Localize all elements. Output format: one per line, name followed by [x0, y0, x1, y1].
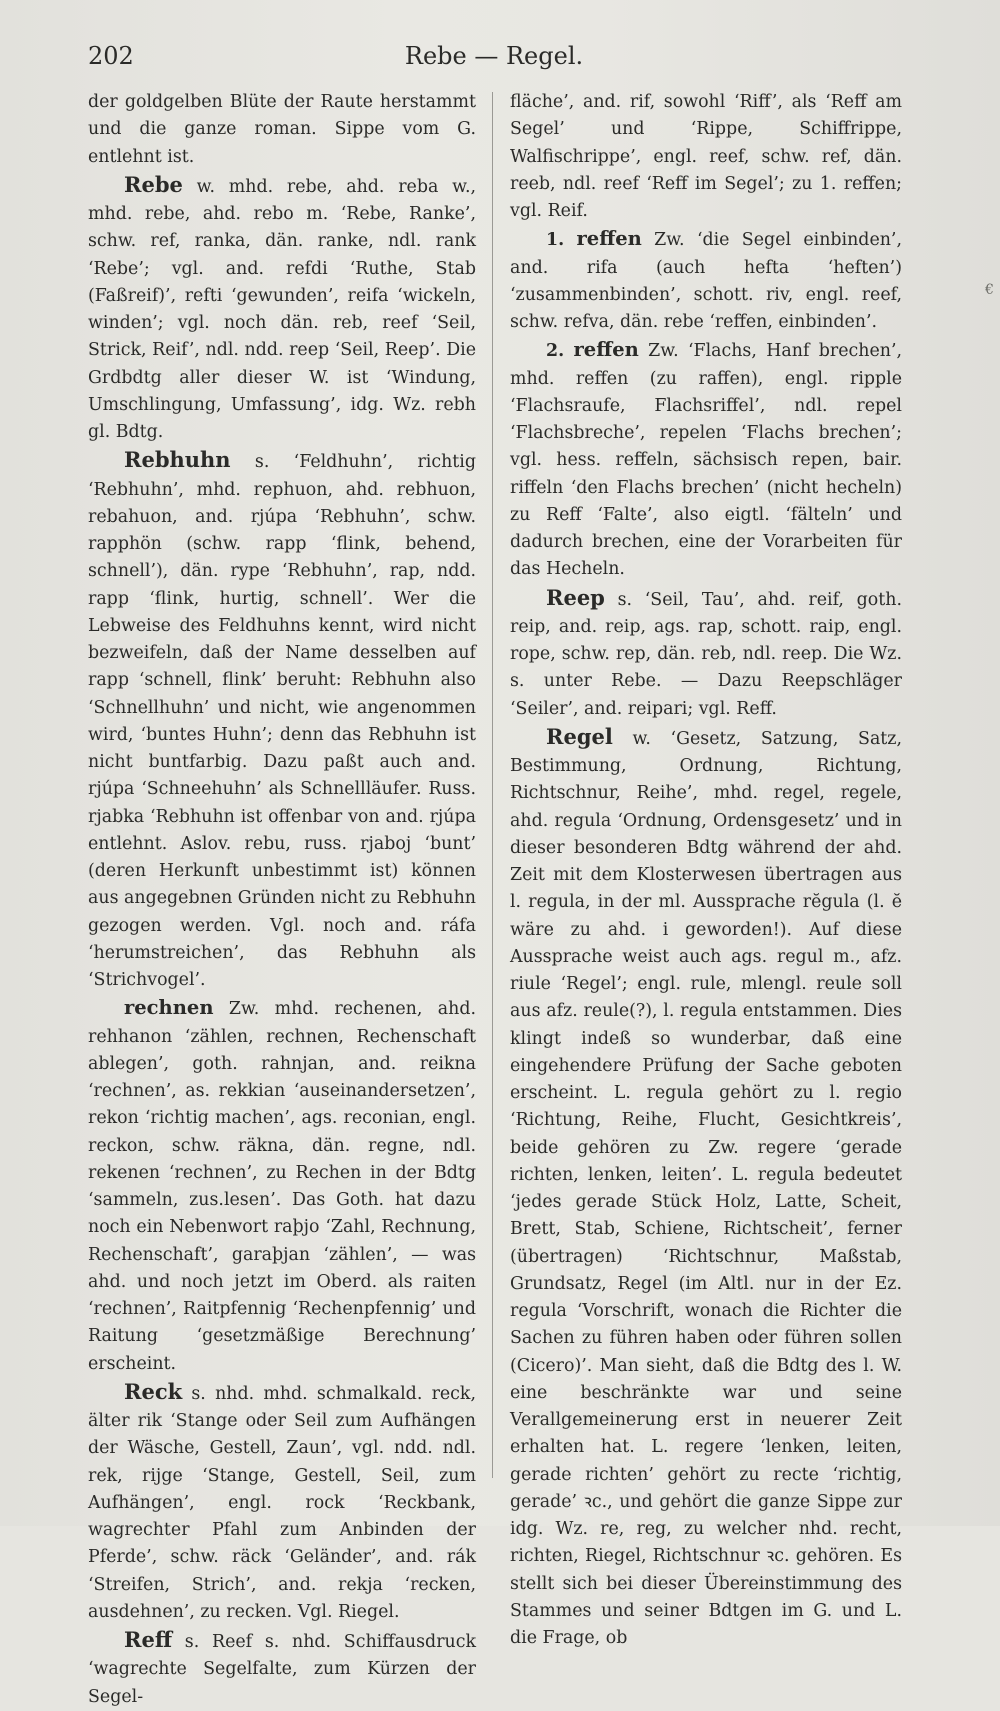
headword: Rebhuhn: [124, 447, 231, 473]
running-head: [88, 38, 900, 74]
entry-reffen-1: 1. reffen Zw. ‘die Segel einbinden’, and. rifa (auch hefta ‘heften’) ‘zusammenbinden’, schott. riv, engl. reef, schw. refva, dän. rebe ‘reffen, einbinden’.: [510, 227, 902, 332]
page-number: 202: [88, 42, 134, 70]
headword: reffen: [576, 227, 642, 251]
sense-number: 2.: [546, 341, 565, 362]
headword: Reck: [124, 1378, 183, 1404]
column-divider: [492, 92, 493, 1478]
entry-rechnen: rechnen Zw. mhd. rechenen, ahd. rehhanon ‘zählen, rechnen, Rechenschaft ablegen’, goth. rahnjan, and. reikna ‘rechnen’, as. rekkian ‘auseinandersetzen’, rekon ‘richtig machen’, ags. reconian, engl. reckon, schw. räkna, dän. regne, ndl. rekenen ‘rechnen’, zu Rechen in der Bdtg ‘sammeln, zus.lesen’. Das Goth. hat dazu noch ein Nebenwort raþjo ‘Zahl, Rechnung, Rechenschaft’, garaþjan ‘zählen’, — was ahd. und noch jetzt im Oberd. als raiten ‘rechnen’, Raitpfennig ‘Rechenpfennig’ und Raitung ‘gesetzmäßige Berechnung’ erscheint.: [88, 996, 476, 1374]
page-header-title: Rebe — Regel.: [404, 42, 584, 70]
entry-reck: Reck s. nhd. mhd. schmalkald. reck, älter rik ‘Stange oder Seil zum Aufhängen der Wäsche, Gestell, Zaun’, vgl. ndd. ndl. rek, rijge ‘Stange, Gestell, Seil, zum Aufhängen’, engl. rock ‘Reckbank, wagrechter Pfahl zum Anbinden der Pferde’, schw. räck ‘Geländer’, and. rák ‘Streifen, Strich’, and. rekja ‘recken, ausdehnen’, zu recken. Vgl. Riegel.: [88, 1378, 476, 1622]
entry-regel: Regel w. ‘Gesetz, Satzung, Satz, Bestimmung, Ordnung, Richtung, Richtschnur, Reihe’, mhd. regel, regele, ahd. regula ‘Ordnung, Ordensgesetz’ und in dieser besonderen Bdtg während der ahd. Zeit mit dem Klosterwesen übertragen aus l. regula, in der ml. Aussprache rĕgula (l. ĕ wäre zu ahd. i geworden!). Auf diese Aussprache weist auch ags. regul m., afz. riule ‘Regel’; engl. rule, mlengl. reule soll aus afz. reule(?), l. regula entstammen. Dies klingt indeß so wunderbar, daß eine eingehendere Prüfung der Sache geboten erscheint. L. regula gehört zu l. regio ‘Richtung, Reihe, Flucht, Gesichtkreis’, beide gehören zu Zw. regere ‘gerade richten, lenken, leiten’. L. regula bedeutet ‘jedes gerade Stück Holz, Latte, Scheit, Brett, Stab, Schiene, Richtscheit’, ferner (übertragen) ‘Richtschnur, Maßstab, Grundsatz, Regel (im Altl. nur in der Ez. regula ‘Vorschrift, wonach die Richter die Sachen zu führen haben oder führen sollen (Cicero)’. Man sieht, daß die Bdtg des l. W. eine beschränkte war und seine Verallgemeinerung erst in neuerer Zeit erhalten hat. L. regere ‘lenken, leiten, gerade richten’ gehört zu recte ‘richtig, gerade’ ꝛc., und gehört die ganze Sippe zur idg. Wz. re, reg, zu welcher nhd. recht, richten, Riegel, Richtschnur ꝛc. gehören. Es stellt sich bei dieser Übereinstimmung des Stammes und seiner Bdtgen im G. und L. die Frage, ob: [510, 723, 902, 1648]
entry-continuation: fläche’, and. rif, sowohl ‘Riff’, als ‘Reff am Segel’ und ‘Rippe, Schiffrippe, Walfischrippe’, engl. reef, schw. ref, dän. reeb, ndl. reef ‘Reff im Segel’; zu 1. reffen; vgl. Reif.: [510, 92, 902, 221]
headword: reffen: [573, 338, 639, 362]
right-column: [510, 89, 903, 1648]
entry-reep: Reep s. ‘Seil, Tau’, ahd. reif, goth. reip, and. reip, ags. rap, schott. raip, engl. rope, schw. rep, dän. reb, ndl. reep. Die Wz. s. unter Rebe. — Dazu Reepschläger ‘Seiler’, and. reipari; vgl. Reff.: [510, 584, 902, 719]
entry-rebe: Rebe w. mhd. rebe, ahd. reba w., mhd. rebe, ahd. rebo m. ‘Rebe, Ranke’, schw. ref, ranka, dän. ranke, ndl. rank ‘Rebe’; vgl. and. refdi ‘Ruthe, Stab (Faßreif)’, refti ‘gewunden’, reifa ‘wickeln, winden’; vgl. noch dän. reb, reef ‘Seil, Strick, Reif’, ndl. ndd. reep ‘Seil, Reep’. Die Grdbdtg aller dieser W. ist ‘Windung, Umschlingung, Umfassung’, idg. Wz. rebh gl. Bdtg.: [88, 171, 476, 442]
headword: rechnen: [124, 996, 214, 1020]
headword: Regel: [546, 723, 613, 749]
entry-reff: Reff s. Reef s. nhd. Schiffausdruck ‘wagrechte Segelfalte, zum Kürzen der Segel-: [88, 1627, 476, 1707]
headword: Reff: [124, 1627, 173, 1652]
entry-rebhuhn: Rebhuhn s. ‘Feldhuhn’, richtig ‘Rebhuhn’, mhd. rephuon, ahd. rebhuon, rebahuon, and. rjúpa ‘Rebhuhn’, schw. rapphön (schw. rapp ‘flink, behend, schnell’), dän. rype ‘Rebhuhn’, rap, ndd. rapp ‘flink, hurtig, schnell’. Wer die Lebweise des Feldhuhns kennt, wird nicht bezweifeln, daß der Name desselben auf rapp ‘schnell, flink’ beruht: Rebhuhn also ‘Schnellhuhn’ und nicht, wie angenommen wird, ‘buntes Huhn’; denn das Rebhuhn ist nicht buntfarbig. Dazu paßt auch and. rjúpa ‘Schneehuhn’ als Schnellläufer. Russ. rjabka ‘Rebhuhn ist offenbar von and. rjúpa entlehnt. Aslov. rebu, russ. rjaboj ‘bunt’ (deren Herkunft unbestimmt ist) können aus angegebnen Gründen nicht zu Rebhuhn gezogen werden. Vgl. noch and. ráfa ‘herumstreichen’, das Rebhuhn als ‘Strichvogel’.: [88, 447, 476, 990]
headword: Reep: [546, 584, 605, 610]
sense-number: 1.: [546, 230, 565, 251]
headword: Rebe: [124, 171, 183, 197]
left-column: [88, 89, 476, 1707]
entry-reffen-2: 2. reffen Zw. ‘Flachs, Hanf brechen’, mhd. reffen (zu raffen), engl. ripple ‘Flachsraufe, Flachsriffel’, ndl. repel ‘Flachsbreche’, repelen ‘Flachs brechen’; vgl. hess. reffeln, sächsisch repen, bair. riffeln ‘den Flachs brechen’ (nicht hecheln) zu Reff ‘Falte’, also eigtl. ‘fälteln’ und dadurch brechen, eine der Vorarbeiten für das Hecheln.: [510, 338, 903, 580]
margin-mark: €: [985, 282, 994, 298]
entry-continuation: der goldgelben Blüte der Raute herstammt und die ganze roman. Sippe vom G. entlehnt ist.: [88, 92, 476, 167]
